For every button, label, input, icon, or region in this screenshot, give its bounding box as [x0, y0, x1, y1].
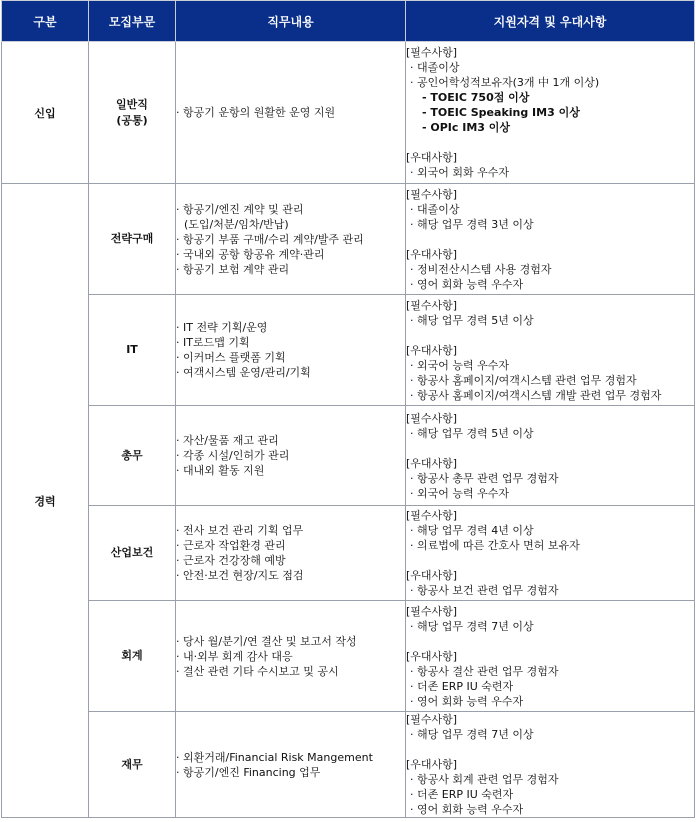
- preferred-item: · 항공사 결산 관련 업무 경험자: [410, 664, 559, 678]
- duty-cell: [176, 184, 406, 295]
- required-label: [필수사항]: [406, 298, 458, 312]
- table-row: [2, 712, 695, 818]
- department-cell: [89, 406, 176, 506]
- duty-item: · 자산/물품 재고 관리: [176, 434, 279, 447]
- preferred-item: · 외국어 능력 우수자: [410, 358, 509, 372]
- duty-item: · 대내외 활동 지원: [176, 464, 265, 477]
- required-label: [필수사항]: [406, 411, 458, 425]
- preferred-item: · 항공사 총무 관련 업무 경험자: [410, 471, 559, 485]
- preferred-item: · 외국어 능력 우수자: [410, 486, 509, 500]
- duty-cell: [176, 406, 406, 506]
- preferred-item: · 영어 회화 능력 우수자: [410, 277, 524, 291]
- header-duties: 직무내용: [176, 1, 406, 42]
- duty-item: · 항공기 운항의 원활한 운영 지원: [176, 106, 336, 119]
- table-row: [2, 506, 695, 601]
- required-item: · 대졸이상: [410, 202, 460, 216]
- duty-cell: [176, 601, 406, 712]
- duty-item: · 전사 보건 관리 기획 업무: [176, 524, 304, 537]
- preferred-label: [우대사항]: [406, 343, 458, 357]
- duty-item: · IT로드맵 기획: [176, 336, 250, 349]
- required-item: · 공인어학성적보유자(3개 中 1개 이상): [410, 76, 600, 89]
- department-label: (공통): [116, 113, 148, 127]
- department-cell: [89, 295, 176, 406]
- category-new: 신입: [2, 42, 89, 184]
- preferred-item: · 영어 회화 능력 우수자: [410, 694, 524, 708]
- category-experienced: 경력: [2, 184, 89, 818]
- required-item: · 해당 업무 경력 5년 이상: [410, 426, 534, 440]
- required-item: · 의료법에 따른 간호사 면허 보유자: [410, 539, 580, 552]
- required-item: · 해당 업무 경력 7년 이상: [410, 619, 534, 633]
- department-cell: [89, 184, 176, 295]
- duty-item: · 국내외 공항 항공유 계약·관리: [176, 247, 325, 261]
- duty-item: · 결산 관련 기타 수시보고 및 공시: [176, 664, 339, 678]
- required-item: · 해당 업무 경력 7년 이상: [410, 728, 534, 741]
- department-cell: [89, 712, 176, 818]
- required-subitem: - TOEIC 750점 이상: [422, 91, 530, 104]
- header-qualifications: 지원자격 및 우대사항: [406, 1, 695, 42]
- preferred-item: · 항공사 보건 관련 업무 경험자: [410, 584, 559, 597]
- department-label: 산업보건: [110, 546, 154, 559]
- department-label: 총무: [121, 448, 143, 462]
- qualification-cell: [406, 184, 695, 295]
- duty-item: · 항공기/엔진 Financing 업무: [176, 765, 321, 779]
- duty-cell: [176, 506, 406, 601]
- preferred-item: · 더존 ERP IU 숙련자: [410, 788, 514, 801]
- qualification-cell: [406, 712, 695, 818]
- duty-cell: [176, 295, 406, 406]
- table-row: [2, 184, 695, 295]
- required-item: · 해당 업무 경력 5년 이상: [410, 313, 534, 327]
- preferred-item: · 외국어 회화 우수자: [410, 166, 509, 179]
- department-cell: [89, 42, 176, 184]
- qualification-cell: [406, 506, 695, 601]
- preferred-label: [우대사항]: [406, 758, 458, 771]
- required-subitem: - TOEIC Speaking IM3 이상: [422, 106, 580, 119]
- department-cell: [89, 506, 176, 601]
- duty-item: · 여객시스템 운영/관리/기획: [176, 366, 311, 379]
- department-label: 일반직: [116, 97, 148, 111]
- header-department: 모집부문: [89, 1, 176, 42]
- table-row: [2, 406, 695, 506]
- preferred-item: · 항공사 회계 관련 업무 경험자: [410, 773, 559, 786]
- department-label: 재무: [121, 757, 143, 771]
- table-row: [2, 295, 695, 406]
- required-label: [필수사항]: [406, 46, 458, 59]
- required-item: · 해당 업무 경력 4년 이상: [410, 524, 534, 537]
- table-row: [2, 601, 695, 712]
- preferred-item: · 더존 ERP IU 숙련자: [410, 679, 514, 693]
- preferred-item: · 정비전산시스템 사용 경험자: [410, 262, 552, 276]
- required-label: [필수사항]: [406, 604, 458, 618]
- preferred-item: · 항공사 홈페이지/여객시스템 관련 업무 경험자: [410, 373, 637, 387]
- required-label: [필수사항]: [406, 509, 458, 522]
- department-label: IT: [126, 343, 138, 356]
- required-item: · 해당 업무 경력 3년 이상: [410, 217, 534, 231]
- preferred-label: [우대사항]: [406, 649, 458, 663]
- department-label: 전략구매: [110, 232, 154, 245]
- recruitment-table: [1, 0, 695, 818]
- required-item: · 대졸이상: [410, 61, 460, 74]
- duty-item: · 항공기 부품 구매/수리 계약/발주 관리: [176, 232, 364, 246]
- required-label: [필수사항]: [406, 713, 458, 726]
- duty-cell: [176, 42, 406, 184]
- header-category: 구분: [2, 1, 89, 42]
- duty-item: (도입/처분/임차/반납): [184, 217, 289, 231]
- duty-item: · 근로자 작업환경 관리: [176, 539, 286, 552]
- qualification-cell: [406, 406, 695, 506]
- duty-item: · 항공기/엔진 계약 및 관리: [176, 202, 304, 216]
- duty-item: · IT 전략 기획/운영: [176, 321, 268, 334]
- department-cell: [89, 601, 176, 712]
- duty-item: · 이커머스 플랫폼 기획: [176, 351, 286, 364]
- duty-item: · 각종 시설/인허가 관리: [176, 449, 290, 462]
- duty-cell: [176, 712, 406, 818]
- duty-item: · 항공기 보험 계약 관리: [176, 262, 290, 276]
- table-row: [2, 42, 695, 184]
- header-row: [2, 1, 695, 42]
- duty-item: · 당사 월/분기/연 결산 및 보고서 작성: [176, 634, 357, 648]
- qualification-cell: [406, 42, 695, 184]
- department-label: 회계: [121, 649, 143, 662]
- qualification-cell: [406, 295, 695, 406]
- preferred-label: [우대사항]: [406, 151, 458, 164]
- preferred-label: [우대사항]: [406, 456, 458, 470]
- duty-item: · 안전·보건 현장/지도 점검: [176, 569, 304, 582]
- duty-item: · 외환거래/Financial Risk Mangement: [176, 750, 373, 764]
- preferred-label: [우대사항]: [406, 247, 458, 261]
- required-subitem: - OPIc IM3 이상: [422, 121, 511, 134]
- duty-item: · 근로자 건강장해 예방: [176, 554, 286, 567]
- duty-item: · 내·외부 회계 감사 대응: [176, 649, 293, 663]
- required-label: [필수사항]: [406, 187, 458, 201]
- preferred-item: · 영어 회화 능력 우수자: [410, 803, 524, 816]
- qualification-cell: [406, 601, 695, 712]
- preferred-item: · 항공사 홈페이지/여객시스템 개발 관련 업무 경험자: [410, 388, 662, 402]
- preferred-label: [우대사항]: [406, 569, 458, 582]
